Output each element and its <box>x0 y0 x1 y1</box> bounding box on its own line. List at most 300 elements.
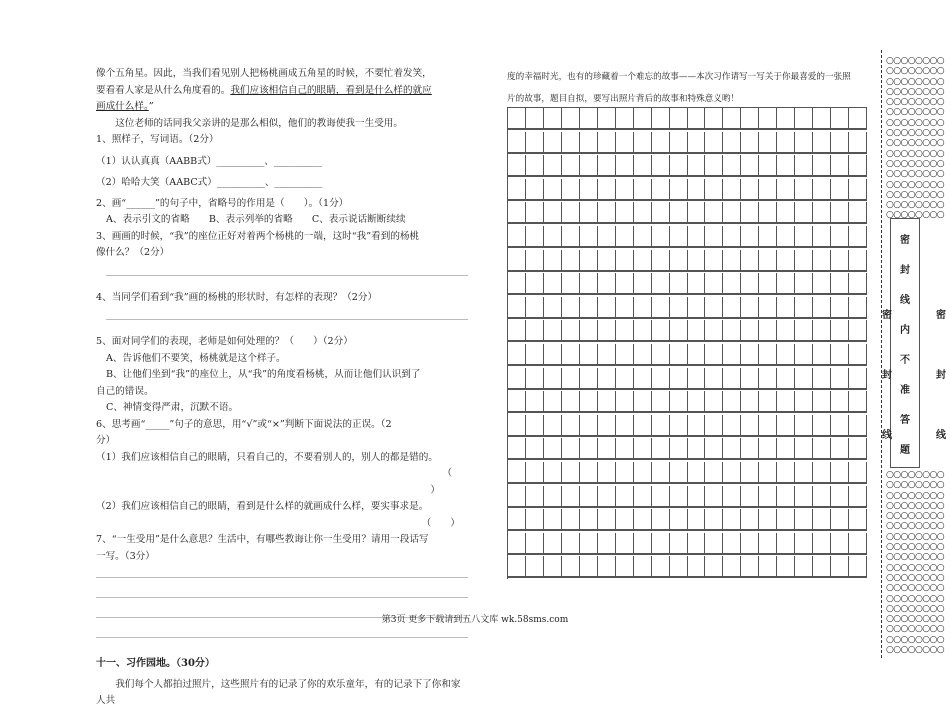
grid-cell[interactable] <box>616 533 634 553</box>
grid-cell[interactable] <box>849 415 867 435</box>
grid-cell[interactable] <box>705 438 723 458</box>
grid-cell[interactable] <box>813 533 831 553</box>
grid-cell[interactable] <box>580 202 598 222</box>
grid-cell[interactable] <box>634 415 652 435</box>
grid-cell[interactable] <box>634 320 652 340</box>
grid-cell[interactable] <box>526 344 544 364</box>
grid-cell[interactable] <box>777 391 795 411</box>
grid-cell[interactable] <box>652 533 670 553</box>
grid-cell[interactable] <box>759 462 777 482</box>
grid-cell[interactable] <box>849 320 867 340</box>
grid-cell[interactable] <box>616 202 634 222</box>
grid-cell[interactable] <box>741 202 759 222</box>
grid-cell[interactable] <box>688 132 706 152</box>
grid-cell[interactable] <box>741 391 759 411</box>
grid-cell[interactable] <box>813 108 831 128</box>
grid-cell[interactable] <box>759 202 777 222</box>
grid-cell[interactable] <box>741 415 759 435</box>
grid-cell[interactable] <box>508 344 526 364</box>
grid-cell[interactable] <box>652 462 670 482</box>
grid-cell[interactable] <box>634 344 652 364</box>
grid-cell[interactable] <box>777 344 795 364</box>
grid-cell[interactable] <box>544 344 562 364</box>
grid-cell[interactable] <box>831 179 849 199</box>
grid-cell[interactable] <box>705 132 723 152</box>
grid-cell[interactable] <box>688 486 706 506</box>
grid-cell[interactable] <box>652 226 670 246</box>
grid-cell[interactable] <box>562 226 580 246</box>
grid-cell[interactable] <box>849 556 867 576</box>
grid-cell[interactable] <box>652 108 670 128</box>
grid-cell[interactable] <box>580 368 598 388</box>
grid-cell[interactable] <box>634 462 652 482</box>
grid-cell[interactable] <box>544 533 562 553</box>
grid-cell[interactable] <box>849 202 867 222</box>
grid-cell[interactable] <box>741 509 759 529</box>
grid-cell[interactable] <box>598 368 616 388</box>
grid-cell[interactable] <box>723 462 741 482</box>
grid-cell[interactable] <box>598 391 616 411</box>
grid-cell[interactable] <box>526 486 544 506</box>
grid-cell[interactable] <box>526 297 544 317</box>
grid-cell[interactable] <box>598 415 616 435</box>
grid-cell[interactable] <box>705 202 723 222</box>
grid-cell[interactable] <box>634 179 652 199</box>
grid-cell[interactable] <box>813 179 831 199</box>
grid-cell[interactable] <box>741 273 759 293</box>
grid-cell[interactable] <box>652 486 670 506</box>
grid-cell[interactable] <box>580 297 598 317</box>
grid-cell[interactable] <box>562 462 580 482</box>
grid-cell[interactable] <box>634 486 652 506</box>
grid-cell[interactable] <box>849 438 867 458</box>
grid-cell[interactable] <box>688 320 706 340</box>
grid-cell[interactable] <box>616 486 634 506</box>
grid-cell[interactable] <box>670 155 688 175</box>
grid-cell[interactable] <box>777 320 795 340</box>
grid-cell[interactable] <box>777 415 795 435</box>
grid-cell[interactable] <box>759 391 777 411</box>
grid-cell[interactable] <box>580 556 598 576</box>
grid-cell[interactable] <box>723 509 741 529</box>
grid-cell[interactable] <box>795 250 813 270</box>
grid-cell[interactable] <box>849 226 867 246</box>
grid-cell[interactable] <box>670 226 688 246</box>
grid-cell[interactable] <box>544 250 562 270</box>
grid-cell[interactable] <box>741 250 759 270</box>
grid-cell[interactable] <box>508 179 526 199</box>
grid-cell[interactable] <box>544 108 562 128</box>
grid-cell[interactable] <box>831 108 849 128</box>
grid-cell[interactable] <box>508 297 526 317</box>
grid-cell[interactable] <box>795 108 813 128</box>
grid-cell[interactable] <box>598 533 616 553</box>
grid-cell[interactable] <box>562 509 580 529</box>
grid-cell[interactable] <box>634 132 652 152</box>
grid-cell[interactable] <box>652 297 670 317</box>
grid-cell[interactable] <box>670 486 688 506</box>
grid-cell[interactable] <box>652 438 670 458</box>
grid-cell[interactable] <box>508 273 526 293</box>
grid-cell[interactable] <box>526 179 544 199</box>
grid-cell[interactable] <box>688 368 706 388</box>
grid-cell[interactable] <box>759 368 777 388</box>
grid-cell[interactable] <box>562 297 580 317</box>
grid-cell[interactable] <box>688 391 706 411</box>
grid-cell[interactable] <box>777 297 795 317</box>
grid-cell[interactable] <box>544 155 562 175</box>
grid-cell[interactable] <box>705 320 723 340</box>
grid-cell[interactable] <box>777 509 795 529</box>
grid-cell[interactable] <box>759 297 777 317</box>
grid-cell[interactable] <box>741 320 759 340</box>
grid-cell[interactable] <box>795 202 813 222</box>
grid-cell[interactable] <box>795 179 813 199</box>
grid-cell[interactable] <box>616 297 634 317</box>
grid-cell[interactable] <box>777 226 795 246</box>
grid-cell[interactable] <box>831 344 849 364</box>
grid-cell[interactable] <box>652 556 670 576</box>
grid-cell[interactable] <box>795 391 813 411</box>
grid-cell[interactable] <box>580 415 598 435</box>
answer-line-7b[interactable] <box>96 597 468 598</box>
grid-cell[interactable] <box>831 486 849 506</box>
grid-cell[interactable] <box>616 132 634 152</box>
grid-cell[interactable] <box>526 556 544 576</box>
grid-cell[interactable] <box>831 438 849 458</box>
grid-cell[interactable] <box>580 273 598 293</box>
grid-cell[interactable] <box>831 226 849 246</box>
grid-cell[interactable] <box>795 273 813 293</box>
grid-cell[interactable] <box>688 297 706 317</box>
grid-cell[interactable] <box>741 155 759 175</box>
grid-cell[interactable] <box>813 462 831 482</box>
grid-cell[interactable] <box>849 155 867 175</box>
grid-cell[interactable] <box>544 132 562 152</box>
grid-cell[interactable] <box>849 179 867 199</box>
grid-cell[interactable] <box>759 533 777 553</box>
grid-cell[interactable] <box>813 202 831 222</box>
grid-cell[interactable] <box>759 556 777 576</box>
grid-cell[interactable] <box>795 368 813 388</box>
answer-line-4[interactable] <box>106 319 468 320</box>
grid-cell[interactable] <box>723 155 741 175</box>
grid-cell[interactable] <box>849 486 867 506</box>
grid-cell[interactable] <box>741 344 759 364</box>
grid-cell[interactable] <box>580 179 598 199</box>
grid-cell[interactable] <box>526 320 544 340</box>
grid-cell[interactable] <box>795 533 813 553</box>
grid-cell[interactable] <box>759 438 777 458</box>
grid-cell[interactable] <box>634 108 652 128</box>
grid-cell[interactable] <box>723 108 741 128</box>
grid-cell[interactable] <box>723 415 741 435</box>
grid-cell[interactable] <box>795 226 813 246</box>
grid-cell[interactable] <box>544 297 562 317</box>
grid-cell[interactable] <box>544 320 562 340</box>
grid-cell[interactable] <box>580 344 598 364</box>
grid-cell[interactable] <box>562 486 580 506</box>
grid-cell[interactable] <box>759 226 777 246</box>
grid-cell[interactable] <box>616 368 634 388</box>
grid-cell[interactable] <box>741 297 759 317</box>
grid-cell[interactable] <box>813 509 831 529</box>
answer-line-7a[interactable] <box>96 577 468 578</box>
grid-cell[interactable] <box>723 438 741 458</box>
grid-cell[interactable] <box>616 344 634 364</box>
grid-cell[interactable] <box>616 438 634 458</box>
grid-cell[interactable] <box>831 250 849 270</box>
grid-cell[interactable] <box>598 155 616 175</box>
grid-cell[interactable] <box>616 273 634 293</box>
grid-cell[interactable] <box>508 226 526 246</box>
grid-cell[interactable] <box>777 250 795 270</box>
grid-cell[interactable] <box>777 273 795 293</box>
grid-cell[interactable] <box>616 320 634 340</box>
grid-cell[interactable] <box>634 368 652 388</box>
grid-cell[interactable] <box>508 250 526 270</box>
grid-cell[interactable] <box>723 344 741 364</box>
grid-cell[interactable] <box>652 415 670 435</box>
grid-cell[interactable] <box>598 108 616 128</box>
grid-cell[interactable] <box>670 250 688 270</box>
grid-cell[interactable] <box>562 556 580 576</box>
grid-cell[interactable] <box>705 415 723 435</box>
grid-cell[interactable] <box>598 250 616 270</box>
grid-cell[interactable] <box>508 132 526 152</box>
grid-cell[interactable] <box>723 320 741 340</box>
grid-cell[interactable] <box>705 368 723 388</box>
grid-cell[interactable] <box>831 297 849 317</box>
grid-cell[interactable] <box>795 509 813 529</box>
grid-cell[interactable] <box>849 250 867 270</box>
grid-cell[interactable] <box>598 509 616 529</box>
grid-cell[interactable] <box>652 509 670 529</box>
grid-cell[interactable] <box>705 556 723 576</box>
grid-cell[interactable] <box>598 226 616 246</box>
grid-cell[interactable] <box>688 509 706 529</box>
grid-cell[interactable] <box>688 556 706 576</box>
grid-cell[interactable] <box>526 509 544 529</box>
grid-cell[interactable] <box>634 556 652 576</box>
grid-cell[interactable] <box>634 533 652 553</box>
grid-cell[interactable] <box>598 556 616 576</box>
grid-cell[interactable] <box>723 273 741 293</box>
grid-cell[interactable] <box>670 108 688 128</box>
grid-cell[interactable] <box>849 344 867 364</box>
grid-cell[interactable] <box>652 250 670 270</box>
grid-cell[interactable] <box>526 368 544 388</box>
grid-cell[interactable] <box>562 155 580 175</box>
grid-cell[interactable] <box>634 297 652 317</box>
grid-cell[interactable] <box>652 132 670 152</box>
grid-cell[interactable] <box>670 344 688 364</box>
grid-cell[interactable] <box>723 179 741 199</box>
writing-grid[interactable] <box>507 107 867 579</box>
grid-cell[interactable] <box>741 226 759 246</box>
grid-cell[interactable] <box>544 462 562 482</box>
grid-cell[interactable] <box>526 108 544 128</box>
grid-cell[interactable] <box>777 438 795 458</box>
grid-cell[interactable] <box>849 297 867 317</box>
grid-cell[interactable] <box>705 273 723 293</box>
grid-cell[interactable] <box>777 179 795 199</box>
grid-cell[interactable] <box>705 344 723 364</box>
grid-cell[interactable] <box>723 297 741 317</box>
grid-cell[interactable] <box>634 250 652 270</box>
grid-cell[interactable] <box>688 202 706 222</box>
grid-cell[interactable] <box>544 509 562 529</box>
grid-cell[interactable] <box>759 273 777 293</box>
grid-cell[interactable] <box>849 509 867 529</box>
grid-cell[interactable] <box>526 462 544 482</box>
grid-cell[interactable] <box>526 391 544 411</box>
grid-cell[interactable] <box>777 556 795 576</box>
grid-cell[interactable] <box>508 462 526 482</box>
grid-cell[interactable] <box>508 415 526 435</box>
grid-cell[interactable] <box>813 273 831 293</box>
grid-cell[interactable] <box>580 250 598 270</box>
grid-cell[interactable] <box>508 108 526 128</box>
grid-cell[interactable] <box>580 462 598 482</box>
grid-cell[interactable] <box>562 438 580 458</box>
grid-cell[interactable] <box>723 250 741 270</box>
grid-cell[interactable] <box>562 179 580 199</box>
grid-cell[interactable] <box>670 415 688 435</box>
grid-cell[interactable] <box>759 108 777 128</box>
grid-cell[interactable] <box>616 179 634 199</box>
grid-cell[interactable] <box>741 556 759 576</box>
grid-cell[interactable] <box>634 509 652 529</box>
grid-cell[interactable] <box>759 415 777 435</box>
grid-cell[interactable] <box>508 533 526 553</box>
grid-cell[interactable] <box>652 344 670 364</box>
grid-cell[interactable] <box>813 344 831 364</box>
grid-cell[interactable] <box>705 179 723 199</box>
grid-cell[interactable] <box>580 320 598 340</box>
grid-cell[interactable] <box>795 155 813 175</box>
grid-cell[interactable] <box>813 132 831 152</box>
grid-cell[interactable] <box>670 368 688 388</box>
grid-cell[interactable] <box>759 320 777 340</box>
grid-cell[interactable] <box>813 556 831 576</box>
grid-cell[interactable] <box>562 533 580 553</box>
grid-cell[interactable] <box>813 486 831 506</box>
grid-cell[interactable] <box>526 202 544 222</box>
grid-cell[interactable] <box>741 108 759 128</box>
grid-cell[interactable] <box>813 226 831 246</box>
grid-cell[interactable] <box>652 391 670 411</box>
grid-cell[interactable] <box>598 297 616 317</box>
grid-cell[interactable] <box>598 132 616 152</box>
grid-cell[interactable] <box>831 320 849 340</box>
grid-cell[interactable] <box>508 368 526 388</box>
grid-cell[interactable] <box>670 462 688 482</box>
grid-cell[interactable] <box>652 202 670 222</box>
grid-cell[interactable] <box>562 132 580 152</box>
grid-cell[interactable] <box>777 108 795 128</box>
grid-cell[interactable] <box>741 438 759 458</box>
grid-cell[interactable] <box>508 509 526 529</box>
grid-cell[interactable] <box>508 391 526 411</box>
grid-cell[interactable] <box>670 132 688 152</box>
grid-cell[interactable] <box>598 438 616 458</box>
grid-cell[interactable] <box>544 202 562 222</box>
grid-cell[interactable] <box>795 462 813 482</box>
grid-cell[interactable] <box>777 368 795 388</box>
grid-cell[interactable] <box>580 226 598 246</box>
grid-cell[interactable] <box>813 320 831 340</box>
grid-cell[interactable] <box>759 155 777 175</box>
grid-cell[interactable] <box>652 273 670 293</box>
grid-cell[interactable] <box>634 202 652 222</box>
grid-cell[interactable] <box>849 108 867 128</box>
grid-cell[interactable] <box>580 391 598 411</box>
grid-cell[interactable] <box>795 320 813 340</box>
grid-cell[interactable] <box>544 556 562 576</box>
grid-cell[interactable] <box>508 155 526 175</box>
grid-cell[interactable] <box>598 486 616 506</box>
grid-cell[interactable] <box>723 226 741 246</box>
grid-cell[interactable] <box>670 202 688 222</box>
grid-cell[interactable] <box>634 273 652 293</box>
grid-cell[interactable] <box>526 226 544 246</box>
grid-cell[interactable] <box>616 462 634 482</box>
grid-cell[interactable] <box>580 486 598 506</box>
grid-cell[interactable] <box>723 368 741 388</box>
grid-cell[interactable] <box>580 438 598 458</box>
grid-cell[interactable] <box>670 179 688 199</box>
grid-cell[interactable] <box>688 179 706 199</box>
grid-cell[interactable] <box>652 368 670 388</box>
grid-cell[interactable] <box>759 132 777 152</box>
grid-cell[interactable] <box>849 533 867 553</box>
grid-cell[interactable] <box>813 155 831 175</box>
grid-cell[interactable] <box>526 415 544 435</box>
grid-cell[interactable] <box>831 391 849 411</box>
grid-cell[interactable] <box>723 486 741 506</box>
grid-cell[interactable] <box>831 556 849 576</box>
grid-cell[interactable] <box>652 155 670 175</box>
grid-cell[interactable] <box>526 533 544 553</box>
grid-cell[interactable] <box>580 155 598 175</box>
grid-cell[interactable] <box>813 368 831 388</box>
grid-cell[interactable] <box>813 250 831 270</box>
grid-cell[interactable] <box>670 438 688 458</box>
grid-cell[interactable] <box>580 108 598 128</box>
grid-cell[interactable] <box>598 344 616 364</box>
grid-cell[interactable] <box>670 509 688 529</box>
grid-cell[interactable] <box>562 202 580 222</box>
grid-cell[interactable] <box>616 415 634 435</box>
grid-cell[interactable] <box>705 250 723 270</box>
grid-cell[interactable] <box>544 438 562 458</box>
grid-cell[interactable] <box>813 391 831 411</box>
grid-cell[interactable] <box>705 486 723 506</box>
answer-line-3[interactable] <box>106 275 468 276</box>
grid-cell[interactable] <box>849 391 867 411</box>
grid-cell[interactable] <box>670 533 688 553</box>
grid-cell[interactable] <box>562 344 580 364</box>
grid-cell[interactable] <box>526 273 544 293</box>
grid-cell[interactable] <box>688 273 706 293</box>
grid-cell[interactable] <box>562 368 580 388</box>
grid-cell[interactable] <box>723 556 741 576</box>
grid-cell[interactable] <box>598 320 616 340</box>
grid-cell[interactable] <box>777 155 795 175</box>
grid-cell[interactable] <box>562 273 580 293</box>
grid-cell[interactable] <box>544 391 562 411</box>
